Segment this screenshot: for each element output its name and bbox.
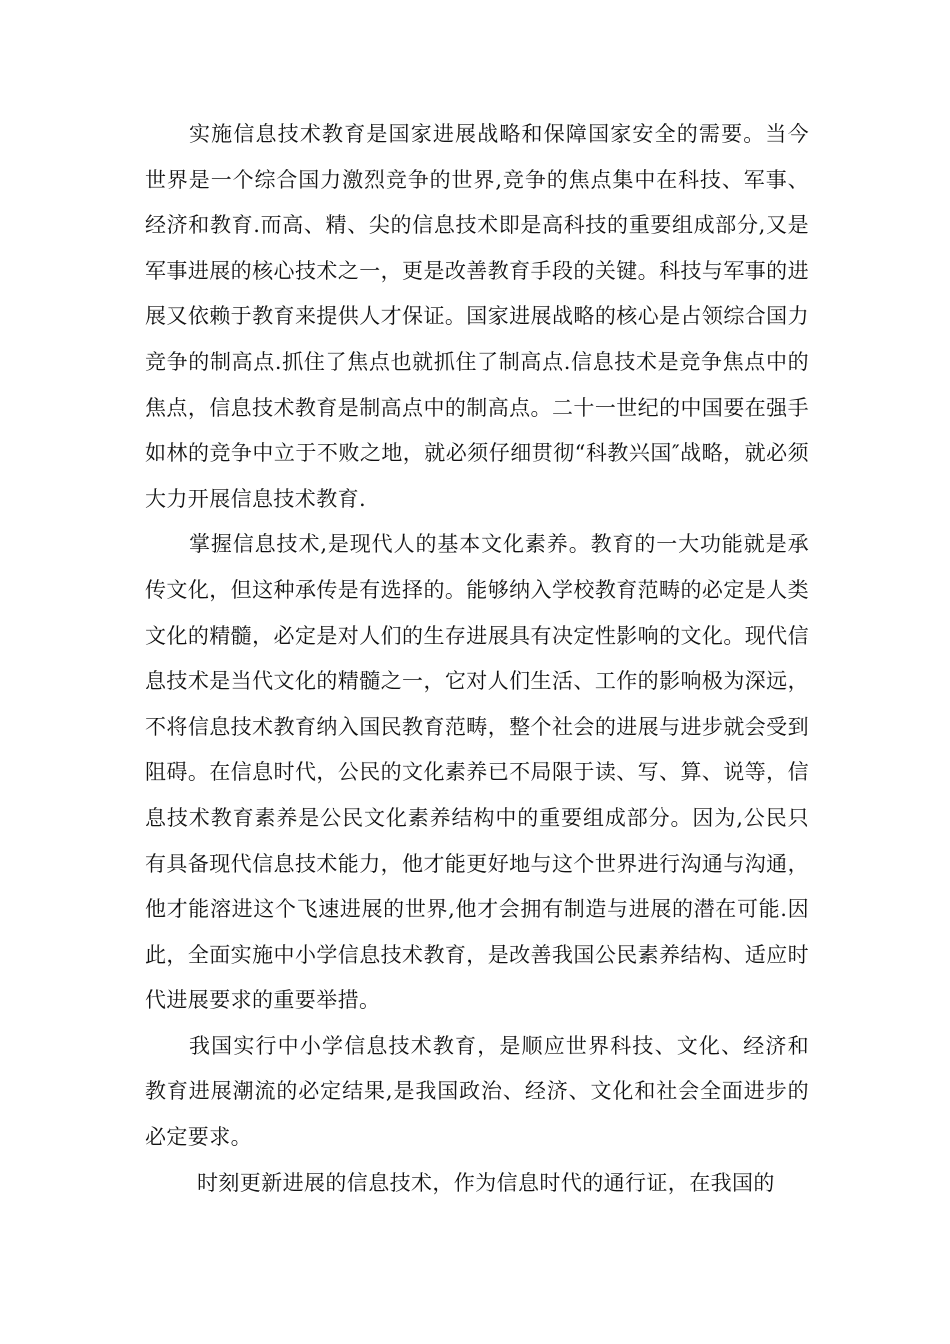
paragraph-4: 时刻更新进展的信息技术，作为信息时代的通行证，在我国的 [197,1170,775,1195]
document-body [145,112,809,1206]
paragraph-2: 掌握信息技术,是现代人的基本文化素养。教育的一大功能就是承传文化，但这种承传是有选择的。能够纳入学校教育范畴的必定是人类文化的精髓，必定是对人们的生存进展具有决定性影响的文化。现代信息技术是当代文化的精髓之一，它对人们生活、工作的影响极为深远，不将信息技术教育纳入国民教育范畴，整个社会的进展与进步就会受到阻碍。在信息时代，公民的文化素养已不局限于读、写、算、说等，信息技术教育素养是公民文化素养结构中的重要组成部分。因为,公民只有具备现代信息技术能力，他才能更好地与这个世界进行沟通与沟通，他才能溶进这个飞速进展的世界,他才会拥有制造与进展的潜在可能.因此，全面实施中小学信息技术教育，是改善我国公民素养结构、适应时代进展要求的重要举措。 [145,532,809,1013]
paragraph-3: 我国实行中小学信息技术教育，是顺应世界科技、文化、经济和教育进展潮流的必定结果,是我国政治、经济、文化和社会全面进步的必定要求。 [145,1033,809,1150]
paragraph-1: 实施信息技术教育是国家进展战略和保障国家安全的需要。当今世界是一个综合国力激烈竞争的世界,竞争的焦点集中在科技、军事、经济和教育.而高、精、尖的信息技术即是高科技的重要组成部分,又是军事进展的核心技术之一，更是改善教育手段的关键。科技与军事的进展又依赖于教育来提供人才保证。国家进展战略的核心是占领综合国力竞争的制高点.抓住了焦点也就抓住了制高点.信息技术是竞争焦点中的焦点，信息技术教育是制高点中的制高点。二十一世纪的中国要在强手如林的竞争中立于不败之地，就必须仔细贯彻“科教兴国″战略，就必须大力开展信息技术教育. [145,122,809,511]
